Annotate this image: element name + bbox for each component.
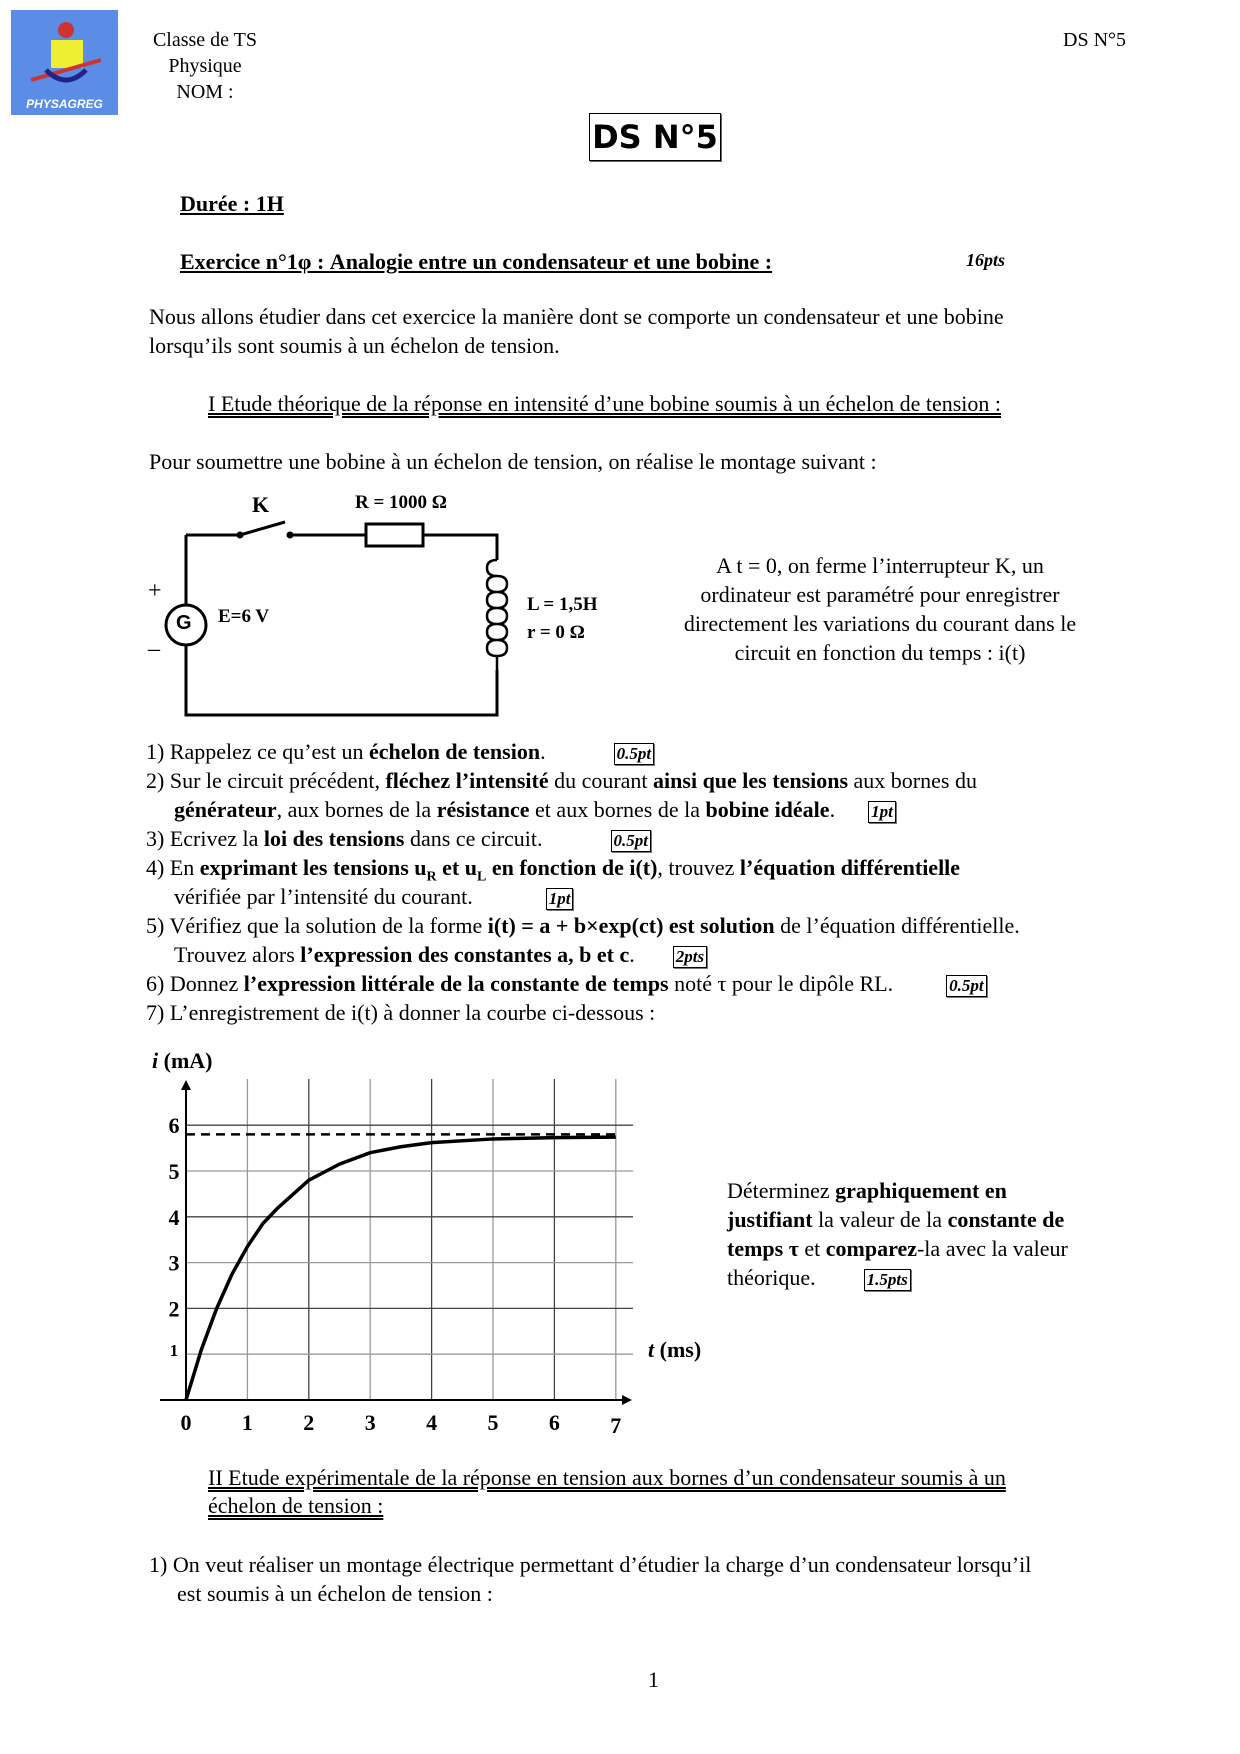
y-tick-label: 2 bbox=[168, 1296, 180, 1322]
question-2: 2) Sur le circuit précédent, fléchez l’intensité du courant ainsi que les tensions aux bornes du bbox=[146, 768, 977, 793]
y-tick-label: 3 bbox=[168, 1250, 180, 1276]
generator-label: G bbox=[176, 612, 192, 634]
y-axis-label: i (mA) bbox=[152, 1048, 213, 1073]
series-curve-i bbox=[186, 1137, 616, 1400]
y-tick-label: 4 bbox=[168, 1204, 180, 1230]
x-tick-label: 4 bbox=[426, 1410, 438, 1435]
minus-sign: – bbox=[148, 636, 160, 662]
exercise-points: 16pts bbox=[966, 250, 1006, 270]
part2-question-1: 1) On veut réaliser un montage électrique permettant d’étudier la charge d’un condensateur lorsqu’il bbox=[149, 1552, 1032, 1577]
part2-question-1-cont: est soumis à un échelon de tension : bbox=[177, 1581, 493, 1606]
points-badge: 1pt bbox=[868, 801, 896, 823]
circuit-text-4: circuit en fonction du temps : i(t) bbox=[734, 640, 1026, 665]
switch-label: K bbox=[252, 492, 270, 517]
page-title: DS N°5 bbox=[589, 113, 721, 161]
x-tick-label: 2 bbox=[303, 1410, 315, 1435]
intro-line-1: Nous allons étudier dans cet exercice la manière dont se comporte un condensateur et une bobine bbox=[149, 304, 1004, 329]
class-label: Classe de TS bbox=[152, 29, 258, 51]
y-tick-label: 1 bbox=[169, 1341, 179, 1361]
points-badge: 0.5pt bbox=[946, 975, 986, 997]
duration: Durée : 1H bbox=[180, 191, 284, 216]
y-tick-label: 6 bbox=[168, 1113, 180, 1139]
question-5-cont: Trouvez alors l’expression des constantes a, b et c. 2pts bbox=[174, 940, 707, 969]
points-badge: 1.5pts bbox=[864, 1269, 911, 1291]
question-3: 3) Ecrivez la loi des tensions dans ce circuit. 0.5pt bbox=[146, 824, 651, 853]
y-tick-label: 5 bbox=[168, 1159, 180, 1184]
page-number: 1 bbox=[648, 1667, 659, 1692]
x-tick-label: 7 bbox=[610, 1413, 622, 1438]
circuit-text-2: ordinateur est paramétré pour enregistrer bbox=[700, 582, 1060, 607]
inductance-label: L = 1,5H bbox=[527, 594, 598, 615]
part2-heading-1: II Etude expérimentale de la réponse en tension aux bornes d’un condensateur soumis à un bbox=[208, 1465, 1006, 1490]
question-1: 1) Rappelez ce qu’est un échelon de tension. 0.5pt bbox=[146, 737, 654, 766]
intro-line-2: lorsqu’ils sont soumis à un échelon de tension. bbox=[149, 333, 560, 358]
question-7: 7) L’enregistrement de i(t) à donner la courbe ci-dessous : bbox=[146, 1000, 656, 1025]
circuit-text-3: directement les variations du courant dans le bbox=[683, 611, 1077, 636]
part2-heading-2: échelon de tension : bbox=[208, 1493, 384, 1518]
x-tick-label: 5 bbox=[487, 1410, 499, 1435]
x-tick-label: 1 bbox=[241, 1410, 253, 1435]
x-axis-arrow-icon bbox=[622, 1395, 632, 1405]
part1-heading: I Etude théorique de la réponse en intensité d’une bobine soumis à un échelon de tension : bbox=[208, 391, 1001, 416]
question-5: 5) Vérifiez que la solution de la forme i(t) = a + b×exp(ct) est solution de l’équation différentielle. bbox=[146, 913, 1020, 938]
resistor-label: R = 1000 Ω bbox=[355, 492, 448, 513]
question-6: 6) Donnez l’expression littérale de la constante de temps noté τ pour le dipôle RL. 0.5pt bbox=[146, 969, 987, 998]
y-axis-arrow-icon bbox=[181, 1080, 191, 1090]
ds-number-right: DS N°5 bbox=[1063, 29, 1127, 51]
question-2-cont: générateur, aux bornes de la résistance et aux bornes de la bobine idéale. 1pt bbox=[174, 795, 896, 824]
x-tick-label: 0 bbox=[180, 1410, 192, 1435]
x-tick-label: 6 bbox=[548, 1410, 560, 1435]
points-badge: 0.5pt bbox=[611, 830, 651, 852]
points-badge: 2pts bbox=[673, 946, 707, 968]
subject-label: Physique bbox=[168, 55, 242, 77]
name-label: NOM : bbox=[176, 81, 234, 103]
question-4-cont: vérifiée par l’intensité du courant. 1pt bbox=[174, 882, 573, 911]
exercise-title: Exercice n°1φ : Analogie entre un condensateur et une bobine : bbox=[180, 249, 773, 274]
internal-resistance-label: r = 0 Ω bbox=[527, 622, 585, 643]
chart-question: Déterminez graphiquement en justifiant la valeur de la constante de temps τ et comparez-la avec la valeur théorique. 1.5pts bbox=[727, 1178, 1068, 1290]
part1-lead: Pour soumettre une bobine à un échelon de tension, on réalise le montage suivant : bbox=[149, 449, 877, 474]
points-badge: 1pt bbox=[546, 888, 574, 910]
logo-text: PHYSAGREG bbox=[26, 97, 103, 111]
points-badge: 0.5pt bbox=[614, 743, 654, 765]
x-tick-label: 3 bbox=[364, 1410, 376, 1435]
x-axis-label: t (ms) bbox=[648, 1337, 702, 1362]
circuit-text-1: A t = 0, on ferme l’interrupteur K, un bbox=[716, 553, 1044, 578]
plus-sign: + bbox=[148, 578, 162, 604]
question-4: 4) En exprimant les tensions $u_R$ et $u_L$ en fonction de i(t), trouvez l’équation différentielle bbox=[146, 855, 961, 885]
emf-label: E=6 V bbox=[218, 606, 270, 627]
